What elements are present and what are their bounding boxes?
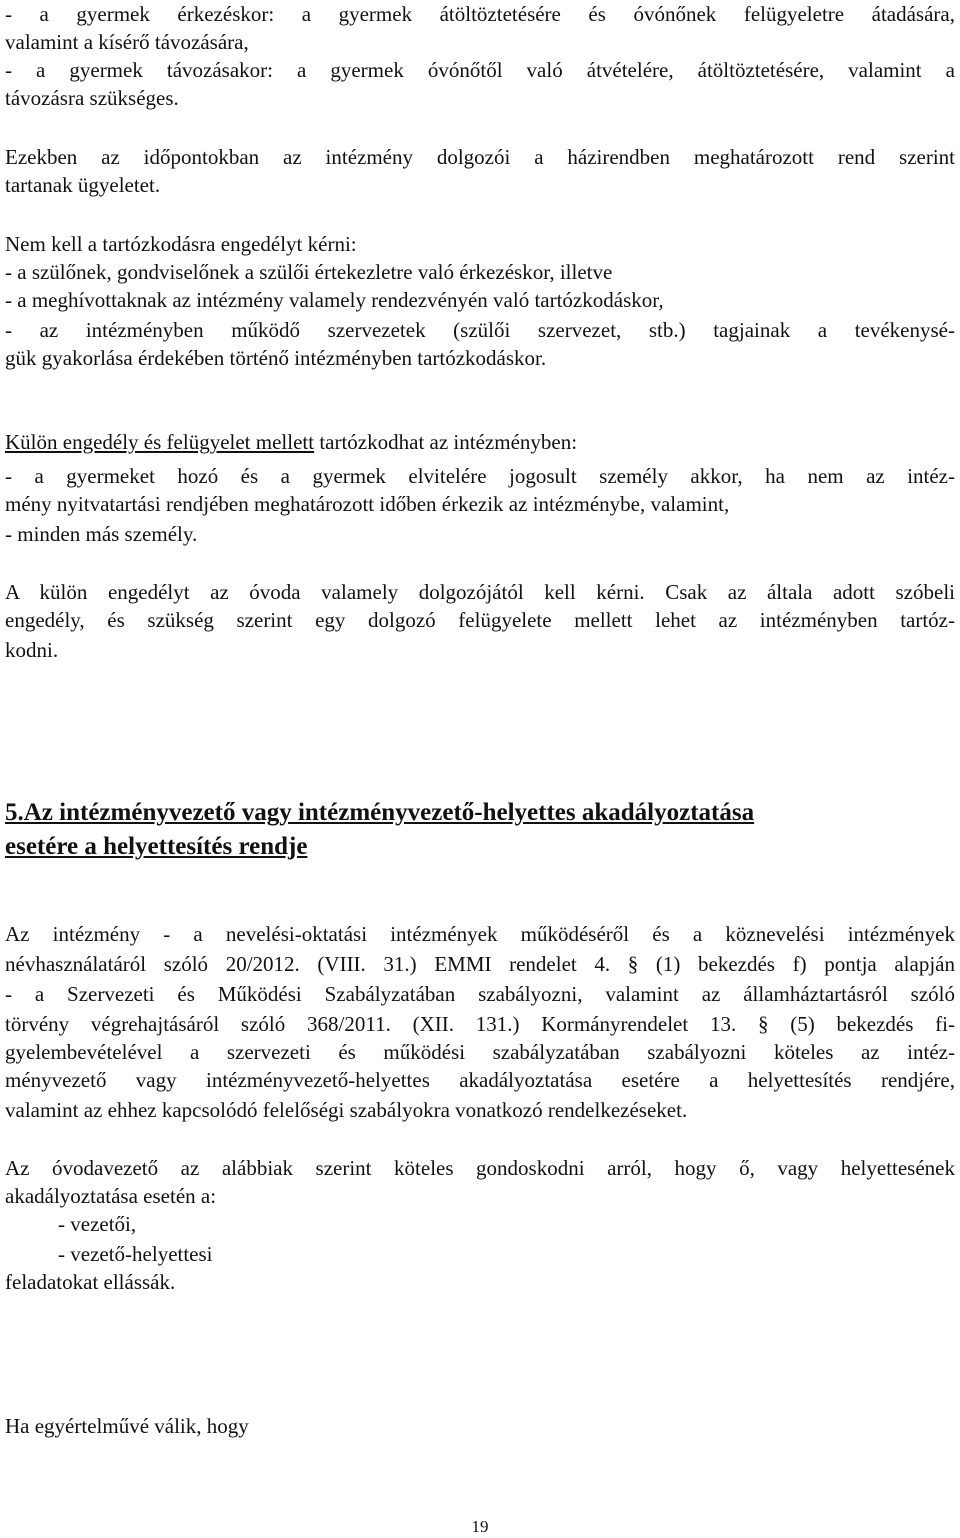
list-item: - minden más személy. bbox=[5, 522, 198, 546]
text-line: - a gyermek távozásakor: a gyermek óvónőtől való átvételére, átöltöztetésére, valamint a bbox=[5, 58, 955, 82]
text-line: akadályoztatása esetén a: bbox=[5, 1184, 217, 1208]
text-line: Ezekben az időpontokban az intézmény dolgozói a házirendben meghatározott rend szerint bbox=[5, 145, 955, 169]
list-item: gük gyakorlása érdekében történő intézményben tartózkodáskor. bbox=[5, 346, 547, 370]
underlined-phrase: Külön engedély és felügyelet mellett bbox=[5, 430, 315, 454]
list-item: - a gyermeket hozó és a gyermek elvitelére jogosult személy akkor, ha nem az intéz- bbox=[5, 464, 955, 488]
list-item: - vezetői, bbox=[58, 1212, 137, 1236]
section-heading: esetére a helyettesítés rendje bbox=[5, 833, 308, 860]
text-line: - a gyermek érkezéskor: a gyermek átöltöztetésére és óvónőnek felügyeletre átadására, bbox=[5, 2, 955, 26]
text-line: törvény végrehajtásáról szóló 368/2011. (XII. 131.) Kormányrendelet 13. § (5) bekezdés fi- bbox=[5, 1012, 955, 1036]
text-line: - a Szervezeti és Működési Szabályzatában szabályozni, valamint az államháztartásról szóló bbox=[5, 982, 955, 1006]
text-line: gyelembevételével a szervezeti és működési szabályzatában szabályozni köteles az intéz- bbox=[5, 1040, 955, 1064]
text-line: tartanak ügyeletet. bbox=[5, 173, 161, 197]
text-line: engedély, és szükség szerint egy dolgozó felügyelete mellett lehet az intézményben tartóz- bbox=[5, 608, 955, 632]
list-item: - a szülőnek, gondviselőnek a szülői értekezletre való érkezéskor, illetve bbox=[5, 260, 613, 284]
text-line: valamint az ehhez kapcsolódó felelőségi szabályokra vonatkozó rendelkezéseket. bbox=[5, 1098, 688, 1122]
text-line: kodni. bbox=[5, 638, 59, 662]
text-line: valamint a kísérő távozására, bbox=[5, 30, 249, 54]
list-item: - az intézményben működő szervezetek (szülői szervezet, stb.) tagjainak a tevékenysé- bbox=[5, 318, 955, 342]
text-line: Ha egyértelművé válik, hogy bbox=[5, 1414, 249, 1438]
text-line: távozásra szükséges. bbox=[5, 86, 179, 110]
list-item: - vezető-helyettesi bbox=[58, 1242, 213, 1266]
list-item: - a meghívottaknak az intézmény valamely rendezvényén való tartózkodáskor, bbox=[5, 288, 664, 312]
paragraph-intro: Nem kell a tartózkodásra engedélyt kérni: bbox=[5, 232, 357, 256]
paragraph-intro bbox=[5, 428, 577, 456]
section-heading: 5.Az intézményvezető vagy intézményvezető-helyettes akadályoztatása bbox=[5, 799, 755, 826]
page-number: 19 bbox=[471, 1517, 489, 1536]
text-line: feladatokat ellássák. bbox=[5, 1270, 176, 1294]
list-item: mény nyitvatartási rendjében meghatározott időben érkezik az intézménybe, valamint, bbox=[5, 492, 730, 516]
text-span: tartózkodhat az intézményben: bbox=[314, 430, 578, 454]
text-line: Az óvodavezető az alábbiak szerint köteles gondoskodni arról, hogy ő, vagy helyettesének bbox=[5, 1156, 955, 1180]
text-line: névhasználatáról szóló 20/2012. (VIII. 31.) EMMI rendelet 4. § (1) bekezdés f) pontja alapján bbox=[5, 952, 955, 976]
text-line: Az intézmény - a nevelési-oktatási intézmények működéséről és a köznevelési intézmények bbox=[5, 922, 955, 946]
text-line: A külön engedélyt az óvoda valamely dolgozójától kell kérni. Csak az általa adott szóbeli bbox=[5, 580, 955, 604]
text-line: ményvezető vagy intézményvezető-helyettes akadályoztatása esetére a helyettesítés rendjére, bbox=[5, 1068, 955, 1092]
